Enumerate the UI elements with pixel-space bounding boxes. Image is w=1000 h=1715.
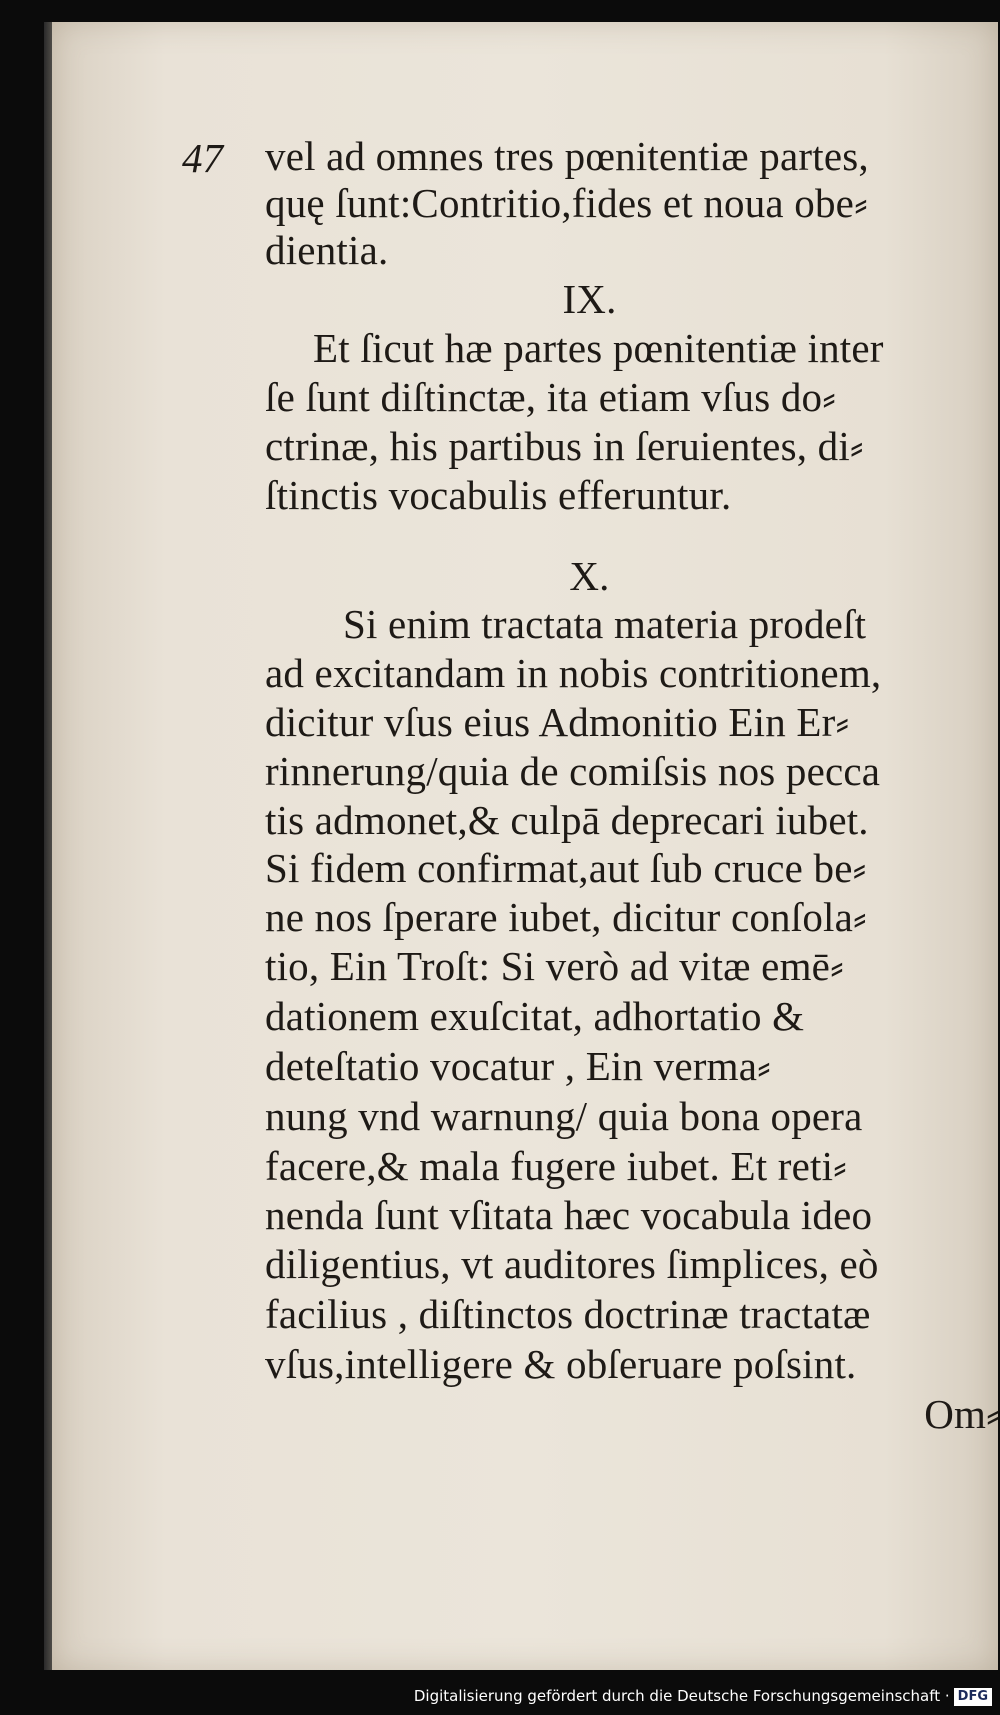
text-line: nenda ſunt vſitata hæc vocabula ideo — [265, 1192, 873, 1238]
dfg-logo: DFG — [954, 1688, 992, 1706]
text-line: dationem exuſcitat, adhortatio & — [265, 993, 805, 1039]
text-line: facilius , diſtinctos doctrinæ tractatæ — [265, 1291, 871, 1337]
text-line: diligentius, vt auditores ſimplices, eò — [265, 1241, 879, 1287]
text-line: deteſtatio vocatur , Ein verma⸗ — [265, 1043, 771, 1089]
text-line: dientia. — [265, 227, 389, 273]
page-number: 47 — [182, 135, 223, 181]
section-heading: IX. — [562, 276, 617, 322]
text-line: tis admonet,& culpā deprecari iubet. — [265, 797, 869, 843]
text-line: vſus,intelligere & obſeruare poſsint. — [265, 1341, 857, 1387]
text-line: Si fidem confirmat,aut ſub cruce be⸗ — [265, 845, 867, 891]
text-line: rinnerung/quia de comiſsis nos pecca — [265, 748, 881, 794]
page-text — [52, 22, 998, 1670]
text-line: ad excitandam in nobis contritionem, — [265, 650, 882, 696]
text-line: Et ſicut hæ partes pœnitentiæ inter — [313, 325, 884, 371]
text-line: ne nos ſperare iubet, dicitur conſola⸗ — [265, 894, 867, 940]
text-line: facere,& mala fugere iubet. Et reti⸗ — [265, 1143, 848, 1189]
text-line: tio, Ein Troſt: Si verò ad vitæ emē⸗ — [265, 943, 844, 989]
book-page — [52, 22, 998, 1670]
digitization-credit — [0, 1681, 992, 1711]
text-line: ſtinctis vocabulis efferuntur. — [265, 472, 732, 518]
footer-text: Digitalisierung gefördert durch die Deutsche Forschungsgemeinschaft · — [413, 1687, 950, 1705]
text-line: dicitur vſus eius Admonitio Ein Er⸗ — [265, 699, 850, 745]
catchword: Om⸗ — [924, 1391, 1000, 1437]
text-line: Si enim tractata materia prodeſt — [343, 601, 867, 647]
text-line: ſe ſunt diſtinctæ, ita etiam vſus do⸗ — [265, 374, 837, 420]
text-line: ctrinæ, his partibus in ſeruientes, di⸗ — [265, 423, 864, 469]
section-heading: X. — [569, 553, 610, 599]
text-line: quę ſunt:Contritio,fides et noua obe⸗ — [265, 180, 868, 226]
text-line: nung vnd warnung/ quia bona opera — [265, 1093, 863, 1139]
text-line: vel ad omnes tres pœnitentiæ partes, — [265, 133, 869, 179]
